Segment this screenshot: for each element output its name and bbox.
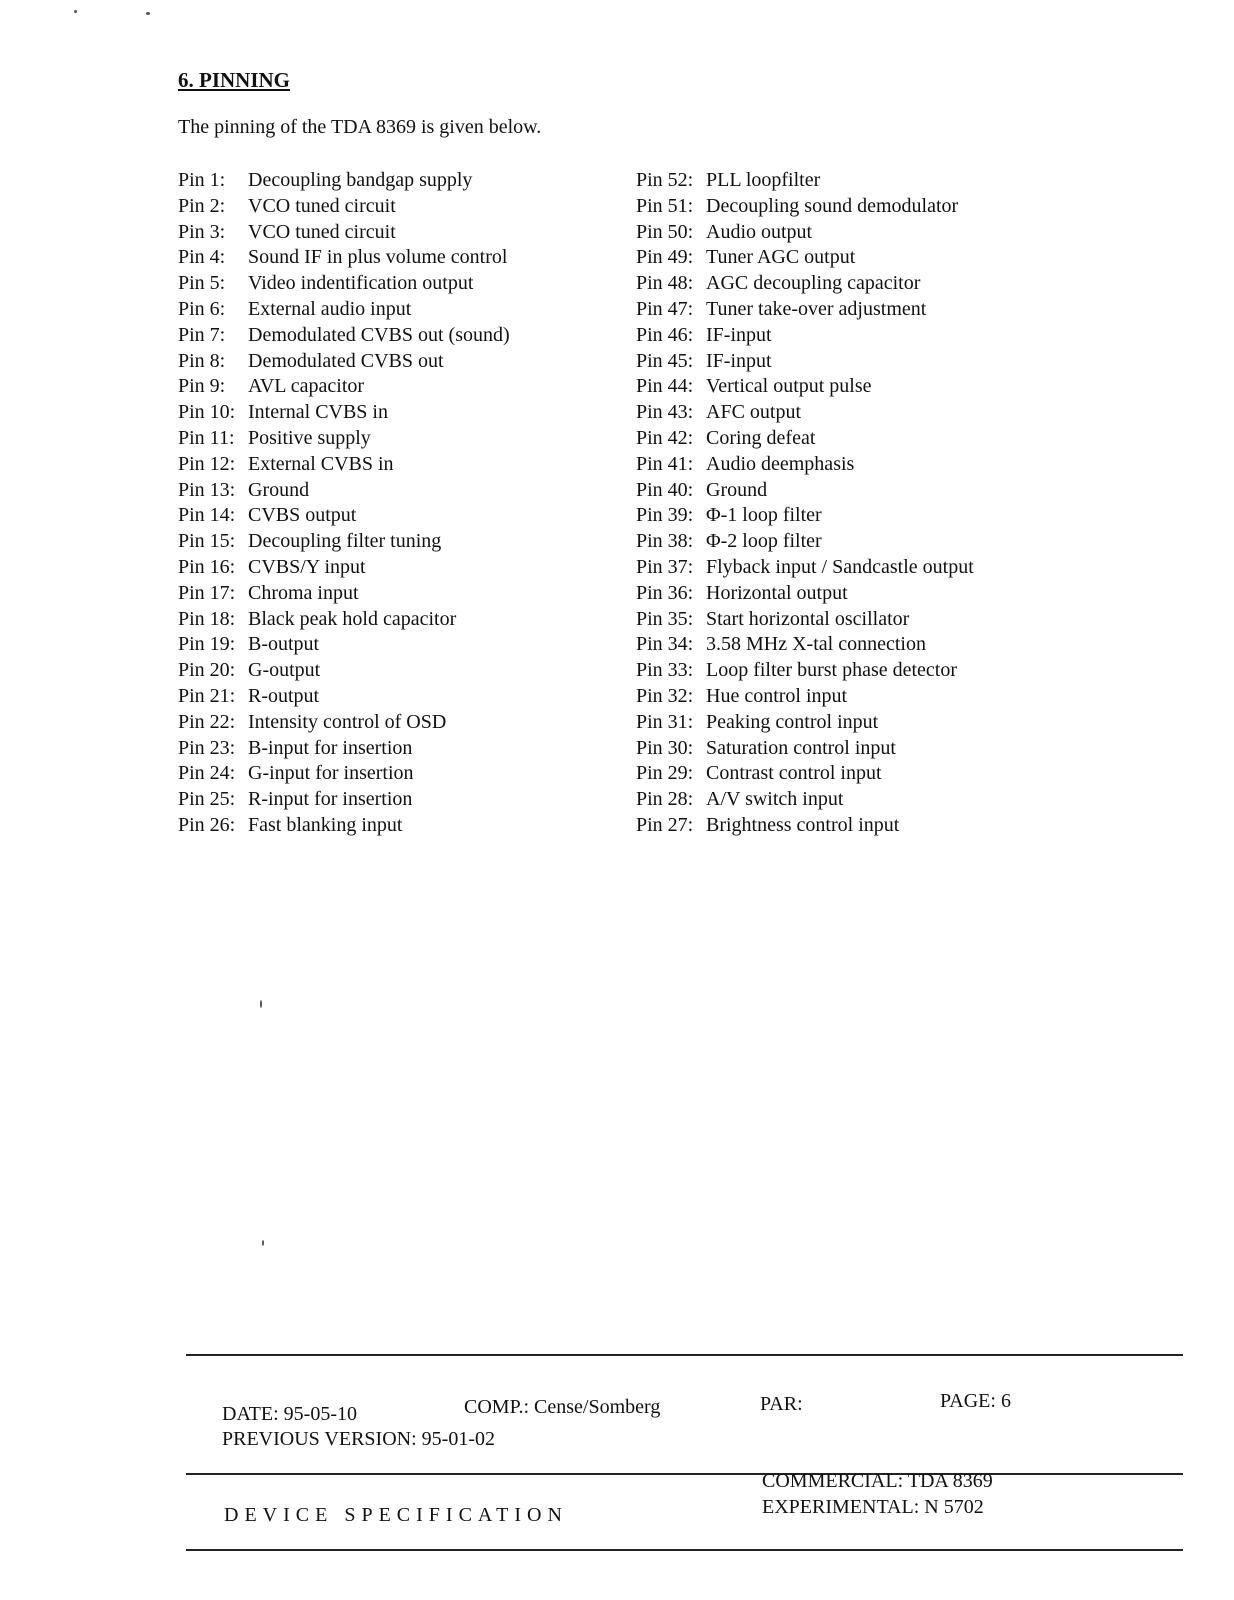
pin-entry xyxy=(636,271,974,297)
pin-number: Pin 43: xyxy=(636,401,694,424)
pin-description: Tuner take-over adjustment xyxy=(706,297,927,320)
pin-number: Pin 13: xyxy=(178,478,236,501)
intro-text: The pinning of the TDA 8369 is given below. xyxy=(178,116,542,138)
pin-description: Positive supply xyxy=(248,426,371,449)
pin-description: IF-input xyxy=(706,323,772,346)
pin-entry xyxy=(178,194,510,220)
pin-description: VCO tuned circuit xyxy=(248,220,396,243)
pin-description: Loop filter burst phase detector xyxy=(706,659,958,682)
pin-entry xyxy=(178,684,510,710)
pin-number: Pin 52: xyxy=(636,169,694,191)
pin-description: B-input for insertion xyxy=(248,736,413,759)
pin-description: Decoupling filter tuning xyxy=(248,530,442,553)
pin-number: Pin 39: xyxy=(636,504,694,527)
footer-rule-bottom xyxy=(186,1549,1183,1551)
footer-comp: COMP.: Cense/Somberg xyxy=(464,1396,661,1418)
pin-number: Pin 40: xyxy=(636,478,694,501)
pin-number: Pin 15: xyxy=(178,530,236,553)
pin-description: IF-input xyxy=(706,349,772,372)
pin-number: Pin 36: xyxy=(636,581,694,604)
pin-entry xyxy=(636,813,974,839)
pin-number: Pin 10: xyxy=(178,401,236,424)
pin-entry xyxy=(178,761,510,787)
pin-description: Contrast control input xyxy=(706,762,882,785)
pin-entry xyxy=(178,374,510,400)
pin-number: Pin 4: xyxy=(178,246,226,269)
pin-description: Decoupling sound demodulator xyxy=(706,194,959,217)
pin-entry xyxy=(636,426,974,452)
pin-number: Pin 8: xyxy=(178,349,226,372)
pin-number: Pin 48: xyxy=(636,272,694,295)
footer-page: PAGE: 6 xyxy=(940,1390,1011,1412)
pin-entry xyxy=(178,529,510,555)
pin-entry xyxy=(636,761,974,787)
pin-number: Pin 25: xyxy=(178,788,236,811)
pin-entry xyxy=(178,323,510,349)
pin-entry xyxy=(178,400,510,426)
pin-entry xyxy=(178,220,510,246)
pin-number: Pin 45: xyxy=(636,349,694,372)
pin-number: Pin 28: xyxy=(636,788,694,811)
pin-description: Ground xyxy=(706,478,768,501)
pin-entry xyxy=(178,632,510,658)
pin-number: Pin 44: xyxy=(636,375,694,398)
pin-entry xyxy=(178,245,510,271)
footer-experimental: EXPERIMENTAL: N 5702 xyxy=(762,1496,984,1518)
pin-entry xyxy=(636,478,974,504)
pin-entry xyxy=(636,684,974,710)
pin-number: Pin 3: xyxy=(178,220,226,243)
pin-entry xyxy=(178,555,510,581)
pin-description: Demodulated CVBS out (sound) xyxy=(248,323,510,346)
pin-number: Pin 6: xyxy=(178,297,226,320)
pin-description: Vertical output pulse xyxy=(706,375,872,398)
pin-number: Pin 19: xyxy=(178,633,236,656)
pin-entry xyxy=(636,607,974,633)
pin-description: Peaking control input xyxy=(706,710,879,733)
pin-description: Chroma input xyxy=(248,581,359,604)
pin-number: Pin 7: xyxy=(178,323,226,346)
pin-description: AFC output xyxy=(706,401,802,424)
pin-entry xyxy=(636,710,974,736)
pin-description: External CVBS in xyxy=(248,452,394,475)
footer-commercial: COMMERCIAL: TDA 8369 xyxy=(762,1470,993,1492)
pin-entry xyxy=(178,297,510,323)
pin-entry xyxy=(636,168,974,194)
pin-number: Pin 35: xyxy=(636,607,694,630)
pin-description: Saturation control input xyxy=(706,736,896,759)
pin-description: Horizontal output xyxy=(706,581,848,604)
pin-number: Pin 17: xyxy=(178,581,236,604)
pin-number: Pin 9: xyxy=(178,375,226,398)
scan-speck xyxy=(260,1000,262,1008)
footer-date: DATE: 95-05-10 xyxy=(222,1403,357,1425)
pin-number: Pin 11: xyxy=(178,426,235,449)
pin-number: Pin 51: xyxy=(636,194,694,217)
pin-description: External audio input xyxy=(248,297,412,320)
pin-number: Pin 47: xyxy=(636,297,694,320)
pin-number: Pin 18: xyxy=(178,607,236,630)
pin-description: Ground xyxy=(248,478,310,501)
pin-number: Pin 30: xyxy=(636,736,694,759)
pin-entry xyxy=(636,220,974,246)
pin-description: AVL capacitor xyxy=(248,375,365,398)
pin-description: Audio deemphasis xyxy=(706,452,855,475)
pin-entry xyxy=(636,400,974,426)
pin-description: Hue control input xyxy=(706,684,848,707)
pin-entry xyxy=(636,632,974,658)
pin-number: Pin 20: xyxy=(178,659,236,682)
pin-entry xyxy=(636,452,974,478)
footer-rule-top xyxy=(186,1354,1183,1356)
pin-entry xyxy=(178,426,510,452)
pin-description: Intensity control of OSD xyxy=(248,710,447,733)
pin-number: Pin 42: xyxy=(636,426,694,449)
pin-entry xyxy=(636,581,974,607)
pin-description: Internal CVBS in xyxy=(248,401,388,424)
pin-number: Pin 21: xyxy=(178,684,236,707)
pin-entry xyxy=(178,658,510,684)
pin-entry xyxy=(636,503,974,529)
pin-description: Demodulated CVBS out xyxy=(248,349,444,372)
pin-description: B-output xyxy=(248,633,320,656)
pin-number: Pin 1: xyxy=(178,169,226,191)
section-heading: 6. PINNING xyxy=(178,68,291,92)
pin-description: PLL loopfilter xyxy=(706,169,821,191)
pin-description: Decoupling bandgap supply xyxy=(248,169,473,191)
pin-description: R-output xyxy=(248,684,320,707)
pin-description: CVBS output xyxy=(248,504,357,527)
pin-number: Pin 50: xyxy=(636,220,694,243)
pin-entry xyxy=(178,452,510,478)
pin-entry xyxy=(636,245,974,271)
footer-par: PAR: xyxy=(760,1393,803,1415)
pin-entry xyxy=(636,529,974,555)
pin-description: G-output xyxy=(248,659,321,682)
pin-list-left xyxy=(178,168,510,839)
scan-speck xyxy=(74,10,77,13)
pin-entry xyxy=(636,658,974,684)
pin-entry xyxy=(178,168,510,194)
pin-number: Pin 33: xyxy=(636,659,694,682)
pin-number: Pin 12: xyxy=(178,452,236,475)
pin-entry xyxy=(178,736,510,762)
pin-description: Start horizontal oscillator xyxy=(706,607,910,630)
pin-entry xyxy=(178,349,510,375)
pin-entry xyxy=(178,710,510,736)
pin-number: Pin 32: xyxy=(636,684,694,707)
pin-description: Video indentification output xyxy=(248,272,474,295)
pin-entry xyxy=(178,581,510,607)
pin-entry xyxy=(178,271,510,297)
pin-entry xyxy=(178,503,510,529)
pin-number: Pin 27: xyxy=(636,813,694,836)
pin-entry xyxy=(636,787,974,813)
pin-description: R-input for insertion xyxy=(248,788,413,811)
pin-number: Pin 2: xyxy=(178,194,226,217)
pin-entry xyxy=(636,736,974,762)
pin-number: Pin 23: xyxy=(178,736,236,759)
pin-description: VCO tuned circuit xyxy=(248,194,396,217)
pin-description: Φ-2 loop filter xyxy=(706,530,822,553)
pin-entry xyxy=(636,323,974,349)
pin-description: Coring defeat xyxy=(706,426,816,449)
pin-entry xyxy=(178,787,510,813)
pin-description: Black peak hold capacitor xyxy=(248,607,457,630)
pin-description: AGC decoupling capacitor xyxy=(706,272,921,295)
pin-number: Pin 34: xyxy=(636,633,694,656)
pin-description: A/V switch input xyxy=(706,788,844,811)
pin-entry xyxy=(636,297,974,323)
pin-description: Sound IF in plus volume control xyxy=(248,246,508,269)
pin-entry xyxy=(178,813,510,839)
pin-number: Pin 16: xyxy=(178,555,236,578)
pin-description: G-input for insertion xyxy=(248,762,414,785)
pin-number: Pin 31: xyxy=(636,710,694,733)
scan-speck xyxy=(146,12,150,15)
pin-description: CVBS/Y input xyxy=(248,555,366,578)
pin-number: Pin 22: xyxy=(178,710,236,733)
pin-entry xyxy=(636,555,974,581)
pin-number: Pin 24: xyxy=(178,762,236,785)
pin-number: Pin 46: xyxy=(636,323,694,346)
pin-number: Pin 37: xyxy=(636,555,694,578)
pin-description: Fast blanking input xyxy=(248,813,403,836)
pin-description: Tuner AGC output xyxy=(706,246,856,269)
pin-entry xyxy=(178,607,510,633)
pin-entry xyxy=(636,349,974,375)
footer-device-spec: DEVICE SPECIFICATION xyxy=(224,1504,568,1526)
pin-number: Pin 41: xyxy=(636,452,694,475)
pin-number: Pin 14: xyxy=(178,504,236,527)
pin-entry xyxy=(636,374,974,400)
pin-description: Brightness control input xyxy=(706,813,900,836)
pin-list-right xyxy=(636,168,974,839)
pin-number: Pin 29: xyxy=(636,762,694,785)
pin-description: Audio output xyxy=(706,220,813,243)
pin-entry xyxy=(636,194,974,220)
pin-number: Pin 26: xyxy=(178,813,236,836)
pin-description: 3.58 MHz X-tal connection xyxy=(706,633,926,656)
scan-speck xyxy=(262,1240,264,1246)
pin-number: Pin 5: xyxy=(178,272,226,295)
footer-previous-version: PREVIOUS VERSION: 95-01-02 xyxy=(222,1428,495,1450)
pin-entry xyxy=(178,478,510,504)
pin-description: Φ-1 loop filter xyxy=(706,504,822,527)
footer-rule-middle xyxy=(186,1473,1183,1475)
pin-number: Pin 38: xyxy=(636,530,694,553)
pin-description: Flyback input / Sandcastle output xyxy=(706,555,974,578)
pin-number: Pin 49: xyxy=(636,246,694,269)
